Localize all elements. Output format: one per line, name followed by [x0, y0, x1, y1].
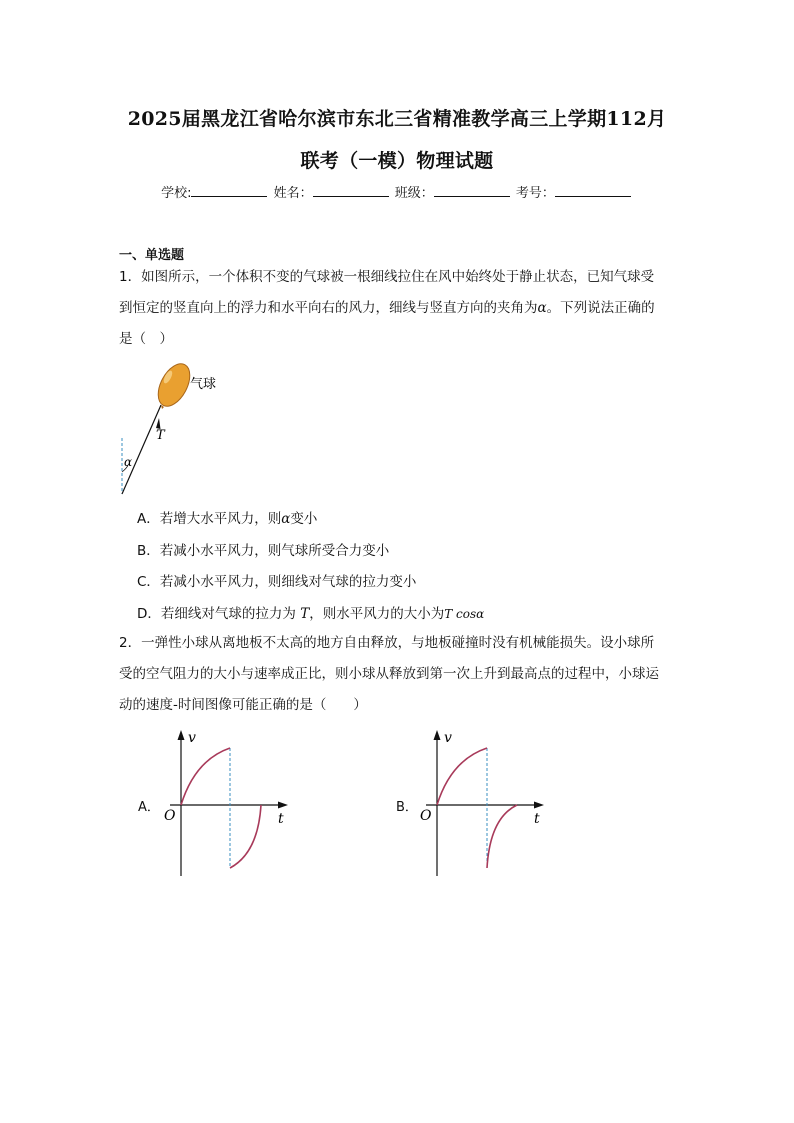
tension-label: T: [156, 428, 165, 443]
graph-a-v-axis-label: v: [188, 730, 196, 746]
question-1-stem: 1．如图所示，一个体积不变的气球被一根细线拉住在风中始终处于静止状态，已知气球受 到恒定的竖直向上的浮力和水平向右的风力，细线与竖直方向的夹角为α。下列说法正确的 是（ ）: [119, 269, 655, 347]
graph-b-rise-curve: [487, 805, 517, 868]
string-line: [122, 405, 161, 494]
q1-option-b[interactable]: B．若减小水平风力，则气球所受合力变小: [137, 543, 390, 559]
title-line-1: 2025届黑龙江省哈尔滨市东北三省精准教学高三上学期112月: [127, 108, 667, 130]
class-field[interactable]: 班级：: [395, 182, 512, 201]
q1-option-d[interactable]: D．若细线对气球的拉力为 T，则水平风力的大小为T cosα: [137, 606, 485, 622]
graph-b-origin-label: O: [420, 808, 432, 824]
graph-b-fall-curve: [437, 748, 487, 805]
name-field[interactable]: 姓名：: [274, 182, 391, 201]
graph-b-t-axis-label: t: [534, 811, 540, 827]
exam-number-field[interactable]: 考号：: [516, 182, 633, 201]
school-field[interactable]: 学校:: [161, 182, 269, 201]
graph-b-v-axis-label: v: [444, 730, 452, 746]
graph-b-option-label[interactable]: B．: [396, 800, 418, 815]
q1-option-a[interactable]: A．若增大水平风力，则α变小: [137, 511, 318, 527]
graph-b[interactable]: [416, 728, 556, 878]
student-info: [0, 182, 794, 201]
graph-a[interactable]: [160, 728, 300, 878]
balloon-label: 气球: [190, 377, 217, 392]
q1-option-c[interactable]: C．若减小水平风力，则细线对气球的拉力变小: [137, 574, 417, 590]
graph-a-fall-curve: [181, 748, 230, 805]
graph-a-t-axis-label: t: [278, 811, 284, 827]
graph-a-option-label[interactable]: A．: [138, 800, 160, 815]
title-line-2: 联考（一模）物理试题: [300, 150, 494, 172]
balloon-figure: [112, 360, 232, 500]
graph-a-origin-label: O: [164, 808, 176, 824]
angle-label: α: [124, 455, 133, 469]
graph-a-rise-curve: [230, 805, 261, 868]
section-heading: 一、单选题: [119, 248, 185, 263]
question-2-stem: 2．一弹性小球从离地板不太高的地方自由释放，与地板碰撞时没有机械能损失。设小球所 受的空气阻力的大小与速率成正比，则小球从释放到第一次上升到最高点的过程中，小球运 动的速度-时间图像可能正确的是（ ）: [119, 635, 659, 713]
